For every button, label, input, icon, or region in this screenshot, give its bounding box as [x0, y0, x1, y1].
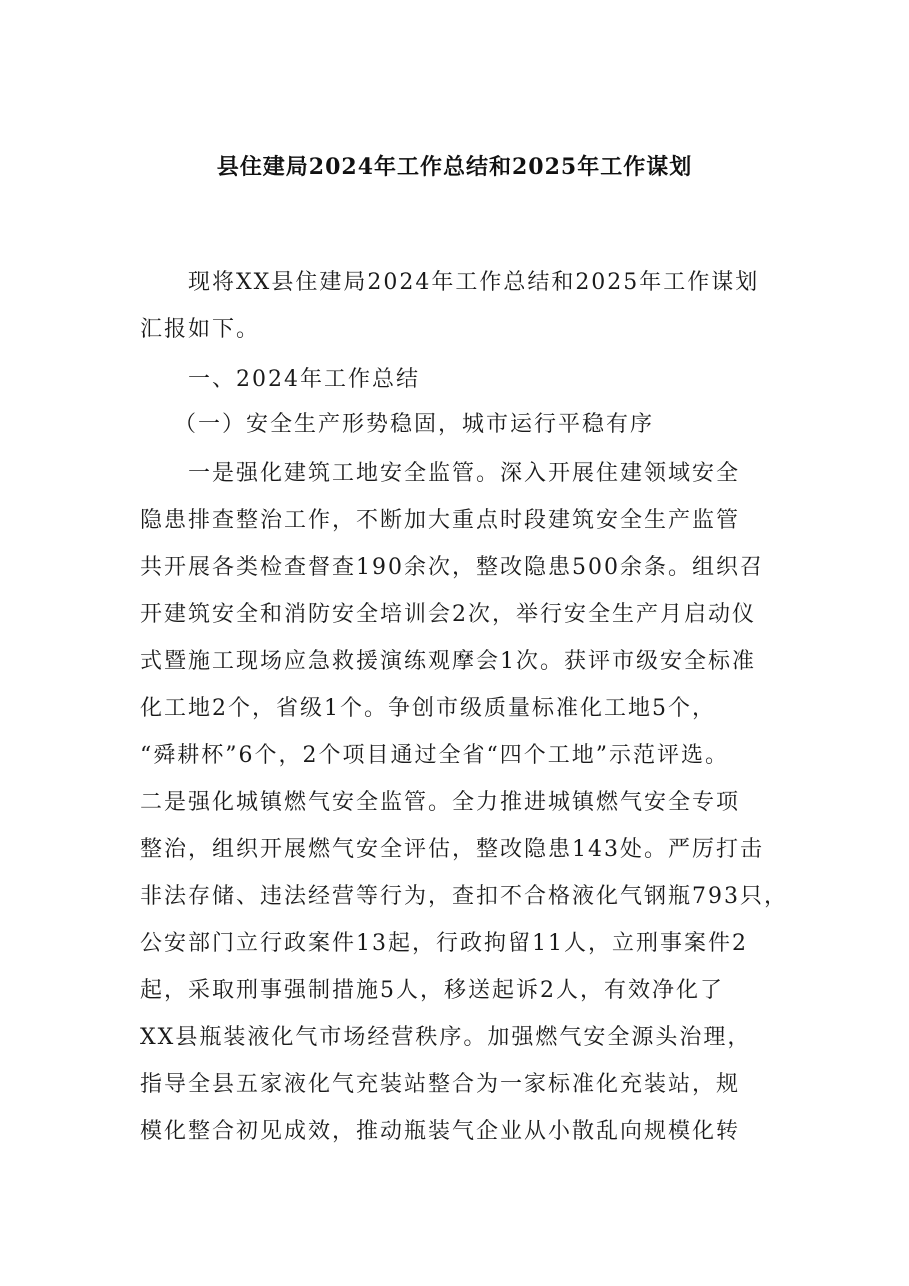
paragraph-line: 现将XX县住建局2024年工作总结和2025年工作谋划 [188, 270, 760, 295]
paragraph-line: 开建筑安全和消防安全培训会2次，举行安全生产月启动仪 [140, 602, 756, 627]
paragraph-line: 共开展各类检查督查190余次，整改隐患500余条。组织召 [140, 555, 764, 580]
paragraph-line: 起，采取刑事强制措施5人，移送起诉2人，有效净化了 [140, 978, 724, 1003]
section-heading: 一、2024年工作总结 [188, 367, 420, 392]
paragraph-line: 一是强化建筑工地安全监管。深入开展住建领域安全 [188, 461, 741, 486]
paragraph-line: 隐患排查整治工作，不断加大重点时段建筑安全生产监管 [140, 508, 741, 533]
paragraph-line: 整治，组织开展燃气安全评估，整改隐患143处。严厉打击 [140, 837, 764, 862]
paragraph-line: 式暨施工现场应急救援演练观摩会1次。获评市级安全标准 [140, 649, 756, 674]
paragraph-line: “舜耕杯”6个，2个项目通过全省“四个工地”示范评选。 [140, 743, 729, 768]
paragraph-line: 公安部门立行政案件13起，行政拘留11人，立刑事案件2 [140, 931, 748, 956]
paragraph-line: 模化整合初见成效，推动瓶装气企业从小散乱向规模化转 [140, 1119, 741, 1144]
subsection-heading: （一）安全生产形势稳固，城市运行平稳有序 [174, 412, 655, 437]
paragraph-line: 化工地2个，省级1个。争创市级质量标准化工地5个， [140, 696, 716, 721]
paragraph-line: XX县瓶装液化气市场经营秩序。加强燃气安全源头治理， [140, 1025, 752, 1050]
paragraph-line: 汇报如下。 [140, 317, 261, 342]
document-title: 县住建局2024年工作总结和2025年工作谋划 [216, 154, 693, 180]
paragraph-line: 非法存储、违法经营等行为，查扣不合格液化气钢瓶793只， [140, 884, 788, 909]
paragraph-line: 指导全县五家液化气充装站整合为一家标准化充装站，规 [140, 1072, 741, 1097]
paragraph-line: 二是强化城镇燃气安全监管。全力推进城镇燃气安全专项 [140, 790, 741, 815]
